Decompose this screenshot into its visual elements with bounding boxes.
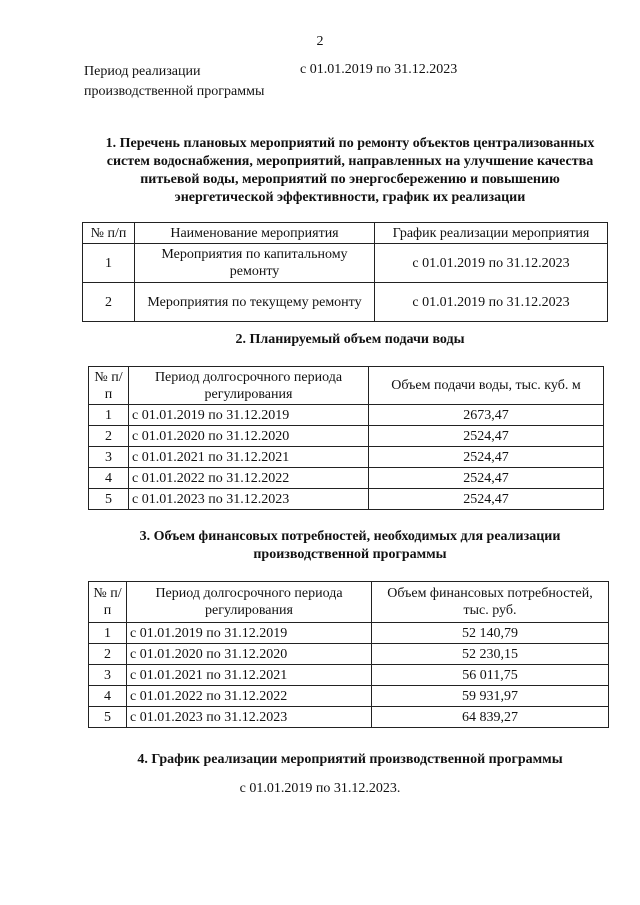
- period-cell: с 01.01.2019 по 31.12.2019: [127, 623, 372, 644]
- table-row: [89, 405, 604, 426]
- row-number: 4: [89, 468, 129, 489]
- row-number: 2: [89, 644, 127, 665]
- period-cell: с 01.01.2021 по 31.12.2021: [127, 665, 372, 686]
- row-number: 5: [89, 707, 127, 728]
- period-cell: с 01.01.2021 по 31.12.2021: [129, 447, 369, 468]
- period-cell: с 01.01.2022 по 31.12.2022: [129, 468, 369, 489]
- row-number: 3: [89, 665, 127, 686]
- row-number: 2: [83, 283, 135, 322]
- table-row: [89, 489, 604, 510]
- period-cell: с 01.01.2020 по 31.12.2020: [129, 426, 369, 447]
- table-row: [89, 468, 604, 489]
- period-cell: с 01.01.2019 по 31.12.2019: [129, 405, 369, 426]
- section4-period: с 01.01.2019 по 31.12.2023.: [239, 781, 401, 796]
- section4-title: 4. График реализации мероприятий производственной программы: [137, 752, 563, 767]
- volume-cell: 2673,47: [369, 405, 604, 426]
- table-row: [83, 244, 608, 283]
- activity-name: Мероприятия по капитальному ремонту: [135, 244, 375, 283]
- section3-title: 3. Объем финансовых потребностей, необходимых для реализации производственной программы: [139, 529, 561, 562]
- volume-cell: 2524,47: [369, 489, 604, 510]
- volume-cell: 2524,47: [369, 447, 604, 468]
- column-header: Наименование мероприятия: [135, 223, 375, 244]
- table-row: [89, 707, 609, 728]
- water-supply-table: [88, 366, 604, 510]
- financial-needs-table: [88, 581, 609, 728]
- column-header: Объем подачи воды, тыс. куб. м: [369, 367, 604, 405]
- column-header: График реализации мероприятия: [375, 223, 608, 244]
- section1-title: 1. Перечень плановых мероприятий по ремонту объектов централизованных систем водоснабжения, мероприятий, направленных на улучшение качества питьевой воды, мероприятий по энергосбережению и повышению энергетической эффективности, график их реализации: [105, 136, 595, 205]
- row-number: 2: [89, 426, 129, 447]
- column-header: № п/п: [89, 367, 129, 405]
- table-row: [89, 644, 609, 665]
- period-label-line1: Период реализации: [84, 64, 201, 79]
- table-row: [89, 623, 609, 644]
- table-row: [89, 665, 609, 686]
- amount-cell: 52 140,79: [372, 623, 609, 644]
- period-label: [84, 62, 264, 102]
- table-header-row: [89, 367, 604, 405]
- activities-table: [82, 222, 608, 322]
- activity-schedule: с 01.01.2019 по 31.12.2023: [375, 283, 608, 322]
- amount-cell: 52 230,15: [372, 644, 609, 665]
- volume-cell: 2524,47: [369, 426, 604, 447]
- row-number: 1: [89, 405, 129, 426]
- row-number: 3: [89, 447, 129, 468]
- column-header: № п/п: [89, 582, 127, 623]
- row-number: 1: [83, 244, 135, 283]
- amount-cell: 56 011,75: [372, 665, 609, 686]
- row-number: 5: [89, 489, 129, 510]
- column-header: Период долгосрочного периода регулирования: [127, 582, 372, 623]
- volume-cell: 2524,47: [369, 468, 604, 489]
- amount-cell: 59 931,97: [372, 686, 609, 707]
- period-value: с 01.01.2019 по 31.12.2023: [300, 62, 458, 77]
- page-number: 2: [316, 34, 324, 49]
- period-cell: с 01.01.2022 по 31.12.2022: [127, 686, 372, 707]
- period-label-line2: производственной программы: [84, 84, 265, 99]
- period-cell: с 01.01.2020 по 31.12.2020: [127, 644, 372, 665]
- table-row: [89, 447, 604, 468]
- amount-cell: 64 839,27: [372, 707, 609, 728]
- table-row: [89, 686, 609, 707]
- table-header-row: [83, 223, 608, 244]
- activity-schedule: с 01.01.2019 по 31.12.2023: [375, 244, 608, 283]
- activity-name: Мероприятия по текущему ремонту: [135, 283, 375, 322]
- column-header: № п/п: [83, 223, 135, 244]
- table-row: [83, 283, 608, 322]
- period-cell: с 01.01.2023 по 31.12.2023: [129, 489, 369, 510]
- column-header: Период долгосрочного периода регулирования: [129, 367, 369, 405]
- table-row: [89, 426, 604, 447]
- section2-title: 2. Планируемый объем подачи воды: [235, 332, 465, 347]
- period-cell: с 01.01.2023 по 31.12.2023: [127, 707, 372, 728]
- row-number: 4: [89, 686, 127, 707]
- table-header-row: [89, 582, 609, 623]
- column-header: Объем финансовых потребностей, тыс. руб.: [372, 582, 609, 623]
- row-number: 1: [89, 623, 127, 644]
